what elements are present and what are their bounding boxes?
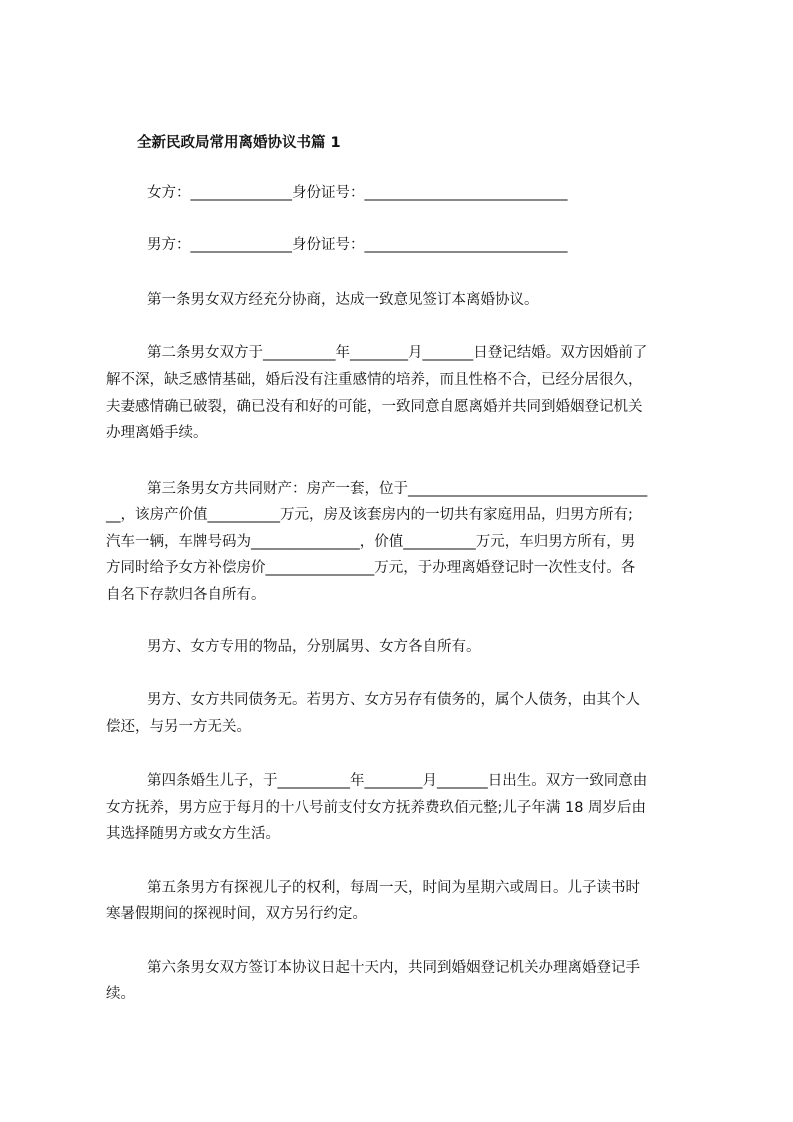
article-6-line-2: 续。 (106, 986, 135, 1002)
article-3-line-1: 第三条男女方共同财产：房产一套，位于_________________________________ (147, 481, 648, 497)
article-3-line-3: 汽车一辆，车牌号码为_______________，价值__________万元，车归男方所有，男 (106, 534, 636, 550)
article-6-line-1: 第六条男女双方签订本协议日起十天内，共同到婚姻登记机关办理离婚登记手 (147, 960, 640, 976)
male-party-line: 男方：______________身份证号：____________________________ (147, 237, 568, 253)
article-2-line-3: 夫妻感情确已破裂，确已没有和好的可能，一致同意自愿离婚并共同到婚姻登记机关 (106, 399, 643, 415)
article-2-line-1: 第二条男女双方于__________年________月_______日登记结婚。双方因婚前了 (147, 345, 648, 361)
article-3-line-2: __，该房产价值__________万元，房及该套房内的一切共有家庭用品，归男方所有; (106, 507, 633, 523)
article-1-line: 第一条男女双方经充分协商，达成一致意见签订本离婚协议。 (147, 292, 539, 308)
personal-items-line: 男方、女方专用的物品，分别属男、女方各自所有。 (147, 639, 481, 655)
debts-line-2: 偿还，与另一方无关。 (106, 719, 251, 735)
article-3-line-5: 自名下存款归各自所有。 (106, 587, 266, 603)
female-party-line: 女方：______________身份证号：____________________________ (147, 185, 568, 201)
debts-line-1: 男方、女方共同债务无。若男方、女方另存有债务的，属个人债务，由其个人 (147, 692, 640, 708)
article-3-line-4: 方同时给予女方补偿房价_______________万元，于办理离婚登记时一次性支付。各 (106, 560, 636, 576)
document-title: 全新民政局常用离婚协议书篇 1 (137, 135, 341, 151)
article-5-line-2: 寒暑假期间的探视时间，双方另行约定。 (106, 906, 367, 922)
article-2-line-4: 办理离婚手续。 (106, 425, 208, 441)
article-4-line-2: 女方抚养，男方应于每月的十八号前支付女方抚养费玖佰元整;儿子年满 18 周岁后由 (106, 800, 647, 816)
article-4-line-3: 其选择随男方或女方生活。 (106, 826, 280, 842)
article-5-line-1: 第五条男方有探视儿子的权利，每周一天，时间为星期六或周日。儿子读书时 (147, 880, 640, 896)
article-4-line-1: 第四条婚生儿子，于__________年________月_______日出生。双方一致同意由 (147, 773, 648, 789)
article-2-line-2: 解不深，缺乏感情基础，婚后没有注重感情的培养，而且性格不合，已经分居很久， (106, 372, 643, 388)
